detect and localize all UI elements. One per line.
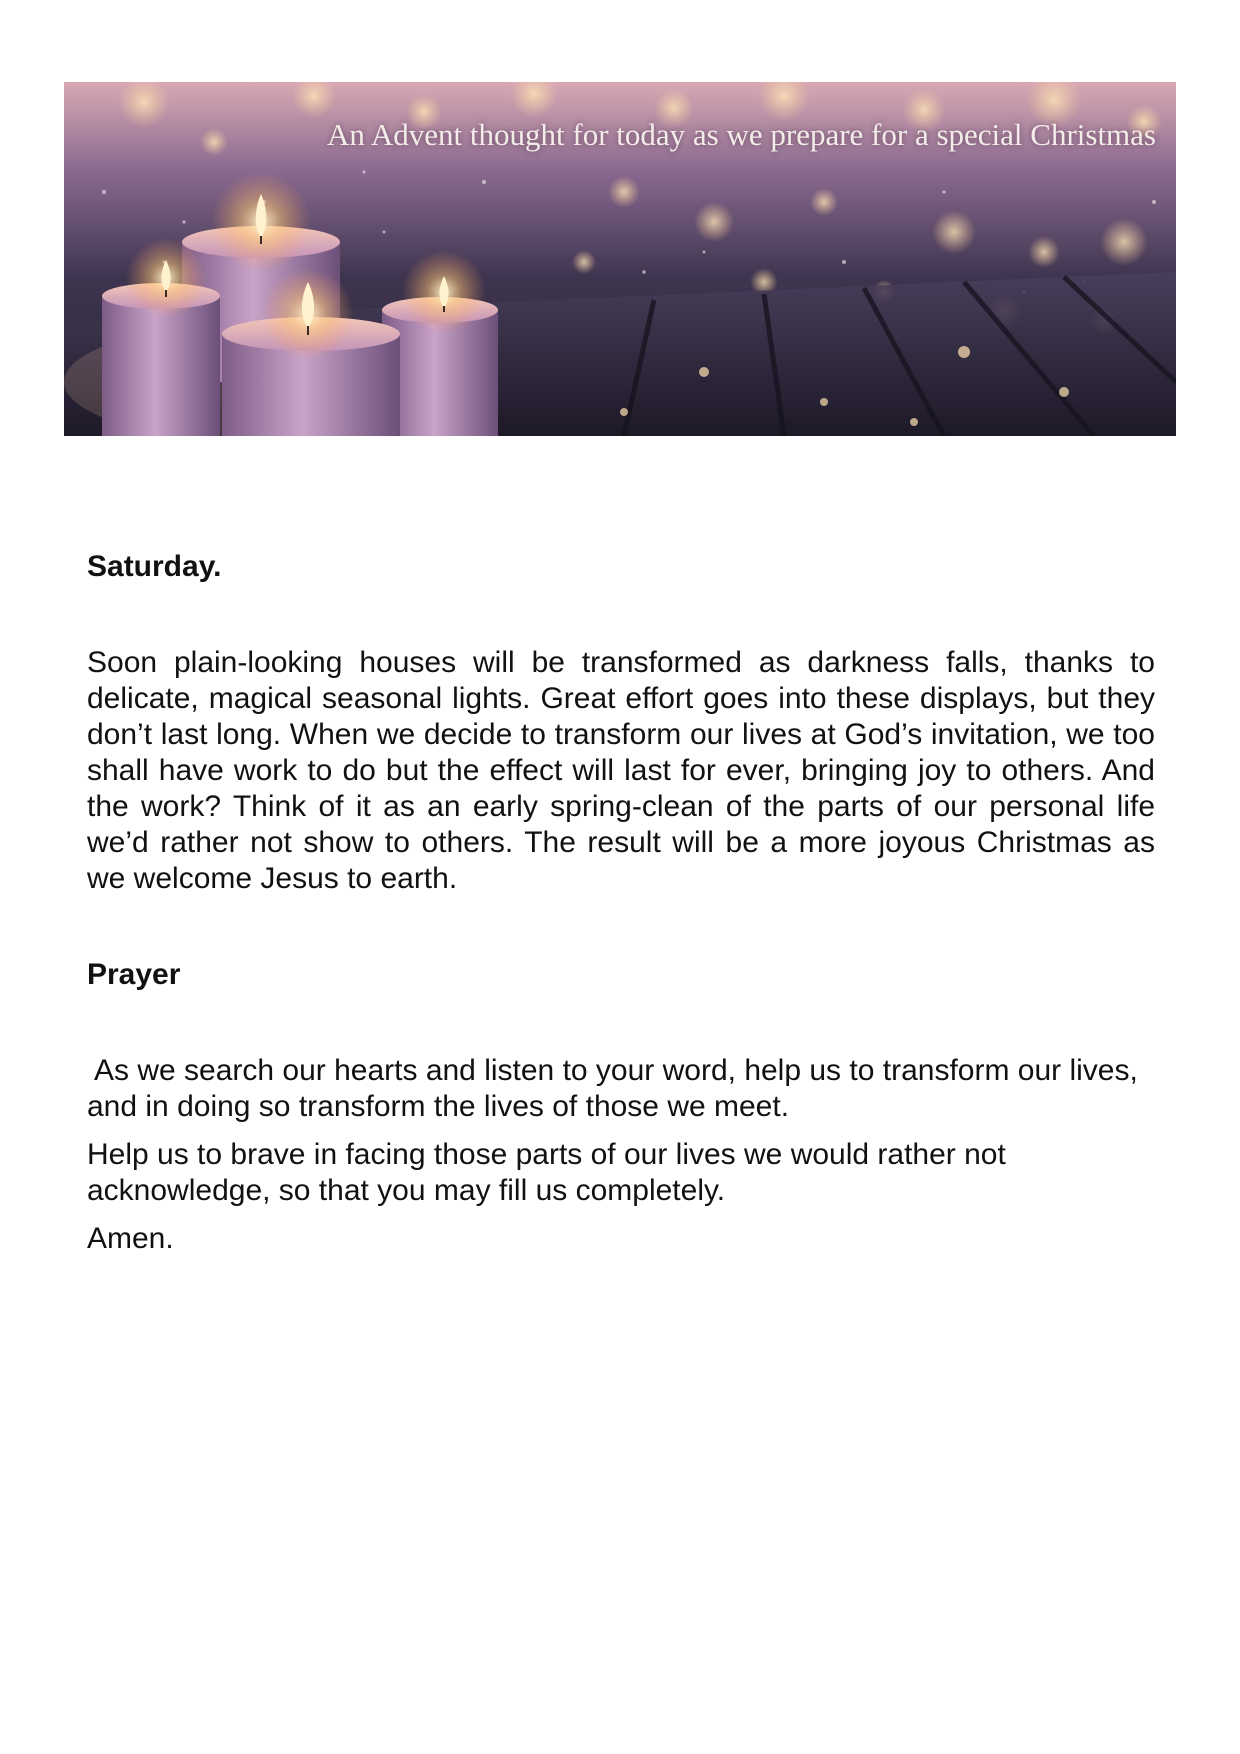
day-heading: Saturday. xyxy=(87,550,222,583)
prayer-paragraph: As we search our hearts and listen to your word, help us to transform our lives, and in doing so transform the lives of those we meet. xyxy=(87,1054,1138,1123)
prayer-amen: Amen. xyxy=(87,1222,174,1255)
devotional-content xyxy=(87,549,1155,1269)
prayer-paragraph: Help us to brave in facing those parts of our lives we would rather not acknowledge, so that you may fill us completely. xyxy=(87,1138,1006,1207)
advent-candles-banner xyxy=(64,82,1176,436)
banner-title: An Advent thought for today as we prepare for a special Christmas xyxy=(326,117,1156,152)
prayer-heading: Prayer xyxy=(87,958,181,991)
reflection-paragraph: Soon plain-looking houses will be transformed as darkness falls, thanks to delicate, magical seasonal lights. Great effort goes into these displays, but they don’t last long. When we decide to transform our lives at God’s invitation, we too shall have work to do but the effect will last for ever, bringing joy to others. And the work? Think of it as an early spring-clean of the parts of our personal life we’d rather not show to others. The result will be a more joyous Christmas as we welcome Jesus to earth. xyxy=(87,646,1155,895)
